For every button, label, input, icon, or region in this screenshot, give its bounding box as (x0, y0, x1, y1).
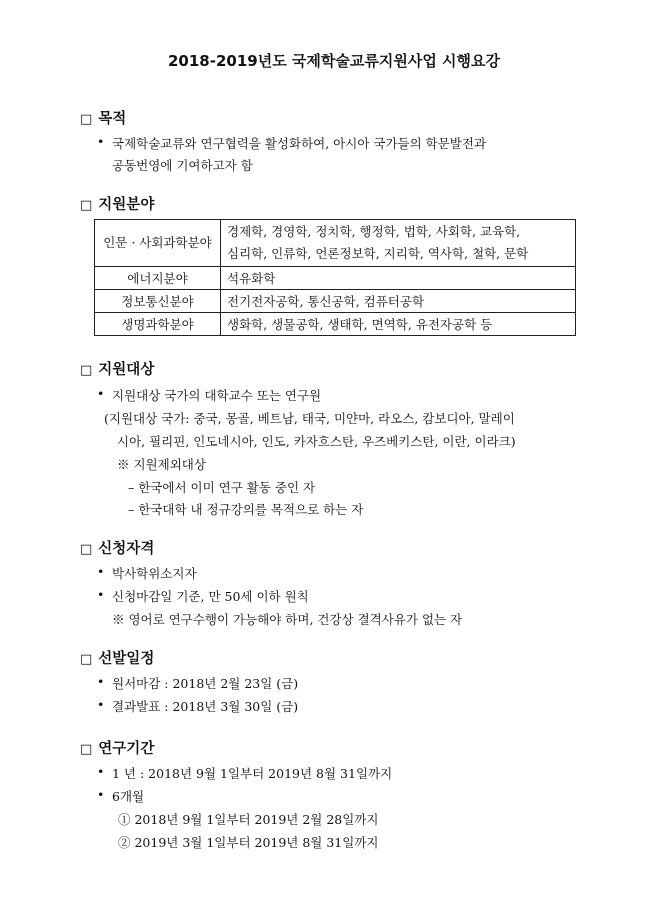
section-heading-label: 지원분야 (98, 197, 155, 213)
category-cell: 생명과학분야 (95, 313, 221, 336)
section-heading-label: 선발일정 (98, 651, 155, 667)
fields-table (94, 219, 576, 336)
schedule-item-2: 결과발표 : 2018년 3월 30일 (금) (112, 699, 299, 714)
bullet: • (97, 697, 105, 712)
section-heading-label: 목적 (98, 111, 127, 127)
period-sub-1: ① 2018년 9월 1일부터 2019년 2월 28일까지 (118, 812, 379, 827)
subjects-line: 경제학, 경영학, 정치학, 행정학, 법학, 사회학, 교육학, (227, 224, 521, 239)
section-bullet: □ (80, 363, 93, 378)
section-bullet: □ (80, 112, 93, 127)
bullet: • (97, 787, 105, 802)
bullet: • (97, 134, 105, 149)
period-item-1: 1 년 : 2018년 9월 1일부터 2019년 8월 31일까지 (112, 766, 393, 781)
section-heading-eligibility (80, 537, 154, 558)
category-cell: 에너지분야 (95, 267, 221, 290)
eligibility-item-2: 신청마감일 기준, 만 50세 이하 원칙 (112, 589, 309, 604)
section-heading-schedule (80, 647, 154, 668)
eligibility-item-1: 박사학위소지자 (112, 566, 197, 581)
section-bullet: □ (80, 652, 93, 667)
exclusion-item-1: – 한국에서 이미 연구 활동 중인 자 (128, 480, 316, 495)
exclusion-item-2: – 한국대학 내 정규강의를 목적으로 하는 자 (128, 502, 364, 517)
subjects-cell: 생화학, 생물공학, 생태학, 면역학, 유전자공학 등 (221, 313, 576, 336)
schedule-item-1: 원서마감 : 2018년 2월 23일 (금) (112, 676, 299, 691)
target-countries-2: 시아, 필리핀, 인도네시아, 인도, 카자흐스탄, 우즈베키스탄, 이란, 이라크) (117, 434, 516, 449)
section-heading-label: 신청자격 (98, 541, 155, 557)
bullet: • (97, 764, 105, 779)
bullet: • (97, 587, 105, 602)
purpose-line-1: 국제학술교류와 연구협력을 활성화하여, 아시아 국가들의 학문발전과 (112, 136, 487, 151)
table-row (95, 220, 576, 267)
period-sub-2: ② 2019년 3월 1일부터 2019년 8월 31일까지 (118, 835, 379, 850)
category-cell: 인문 · 사회과학분야 (95, 220, 221, 267)
section-heading-label: 연구기간 (98, 741, 155, 757)
section-heading-target (80, 358, 154, 379)
section-heading-purpose (80, 107, 126, 128)
section-bullet: □ (80, 742, 93, 757)
subjects-cell: 석유화학 (221, 267, 576, 290)
purpose-line-2: 공동번영에 기여하고자 함 (112, 158, 253, 173)
table-row (95, 267, 576, 290)
exclusion-title: ※ 지원제외대상 (117, 457, 206, 472)
eligibility-note: ※ 영어로 연구수행이 가능해야 하며, 건강상 결격사유가 없는 자 (112, 612, 463, 627)
section-bullet: □ (80, 198, 93, 213)
period-item-2: 6개월 (112, 789, 145, 804)
table-row (95, 290, 576, 313)
bullet: • (97, 564, 105, 579)
category-cell: 정보통신분야 (95, 290, 221, 313)
section-bullet: □ (80, 542, 93, 557)
target-line: 지원대상 국가의 대학교수 또는 연구원 (112, 388, 322, 403)
section-heading-period (80, 737, 154, 758)
section-heading-label: 지원대상 (98, 362, 155, 378)
table-row (95, 313, 576, 336)
target-countries-1: (지원대상 국가: 중국, 몽골, 베트남, 태국, 미얀마, 라오스, 캄보디아, 말레이 (104, 411, 515, 426)
bullet: • (97, 674, 105, 689)
subjects-cell (221, 220, 576, 267)
page-title: 2018-2019년도 국제학술교류지원사업 시행요강 (167, 52, 500, 70)
subjects-cell: 전기전자공학, 통신공학, 컴퓨터공학 (221, 290, 576, 313)
bullet: • (97, 386, 105, 401)
section-heading-fields (80, 193, 154, 214)
subjects-line: 심리학, 인류학, 언론정보학, 지리학, 역사학, 철학, 문학 (227, 246, 529, 261)
